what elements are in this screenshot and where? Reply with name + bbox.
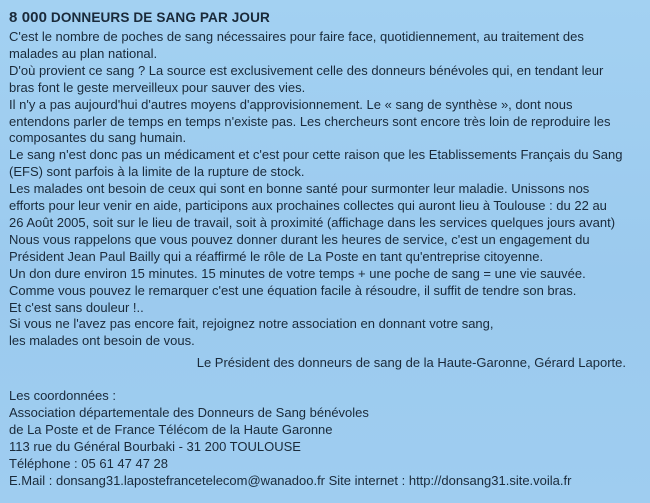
body-line: (EFS) sont parfois à la limite de la rupture de stock. — [9, 164, 305, 180]
article-body — [9, 29, 640, 350]
postal-address: 113 rue du Général Bourbaki - 31 200 TOULOUSE — [9, 438, 301, 454]
body-line: les malades ont besoin de vous. — [9, 333, 195, 349]
site-label: Site internet : — [325, 472, 409, 488]
body-line: Et c'est sans douleur !.. — [9, 299, 144, 315]
email-link[interactable]: donsang31.lapostefrancetelecom@wanadoo.fr — [55, 472, 326, 488]
body-line: Si vous ne l'avez pas encore fait, rejoignez notre association en donnant votre sang, — [9, 316, 494, 332]
phone-number: Téléphone : 05 61 47 47 28 — [9, 455, 169, 471]
article-title — [9, 10, 640, 26]
body-line: Il n'y a pas aujourd'hui d'autres moyens d'approvisionnement. Le « sang de synthèse », dont nous — [9, 96, 573, 112]
body-line: Nous vous rappelons que vous pouvez donner durant les heures de service, c'est un engagement du — [9, 231, 590, 247]
body-line: Les malades ont besoin de ceux qui sont en bonne santé pour surmonter leur maladie. Unissons nos — [9, 181, 590, 197]
signature: Le Président des donneurs de sang de la Haute-Garonne, Gérard Laporte. — [196, 355, 626, 371]
website-link[interactable]: http://donsang31.site.voila.fr — [408, 472, 572, 488]
body-line: bras font le geste merveilleux pour sauver des vies. — [9, 79, 306, 95]
email-label: E.Mail : — [9, 472, 56, 488]
title-text: DONNEURS DE SANG PAR JOUR — [47, 10, 270, 25]
title-number: 8 000 — [9, 9, 48, 26]
body-line: malades au plan national. — [9, 45, 158, 61]
body-line: efforts pour leur venir en aide, participons aux prochaines collectes qui auront lieu à Toulouse : du 22 au — [9, 198, 607, 214]
body-line: composantes du sang humain. — [9, 130, 187, 146]
contact-heading: Les coordonnées : — [9, 388, 116, 404]
body-line: D'où provient ce sang ? La source est exclusivement celle des donneurs bénévoles qui, en tendant leur — [9, 62, 604, 78]
body-line: C'est le nombre de poches de sang nécessaires pour faire face, quotidiennement, au traitement des — [9, 29, 584, 44]
org-name-line-2: de La Poste et de France Télécom de la Haute Garonne — [9, 422, 333, 438]
body-line: Un don dure environ 15 minutes. 15 minutes de votre temps + une poche de sang = une vie sauvée. — [9, 265, 586, 281]
body-line: 26 Août 2005, soit sur le lieu de travail, soit à proximité (affichage dans les services quelques jours avant) — [9, 214, 616, 230]
contact-block — [9, 388, 640, 489]
body-line: entendons parler de temps en temps n'existe pas. Les chercheurs sont encore très loin de reproduire les — [9, 113, 611, 129]
email-site-line — [9, 473, 640, 490]
org-name-line-1: Association départementale des Donneurs de Sang bénévoles — [9, 405, 369, 421]
body-line: Président Jean Paul Bailly qui a réaffirmé le rôle de La Poste en tant qu'entreprise citoyenne. — [9, 248, 544, 264]
body-line: Le sang n'est donc pas un médicament et c'est pour cette raison que les Etablissements Français du Sang — [9, 147, 623, 163]
body-line: Comme vous pouvez le remarquer c'est une équation facile à résoudre, il suffit de tendre son bras. — [9, 282, 577, 298]
